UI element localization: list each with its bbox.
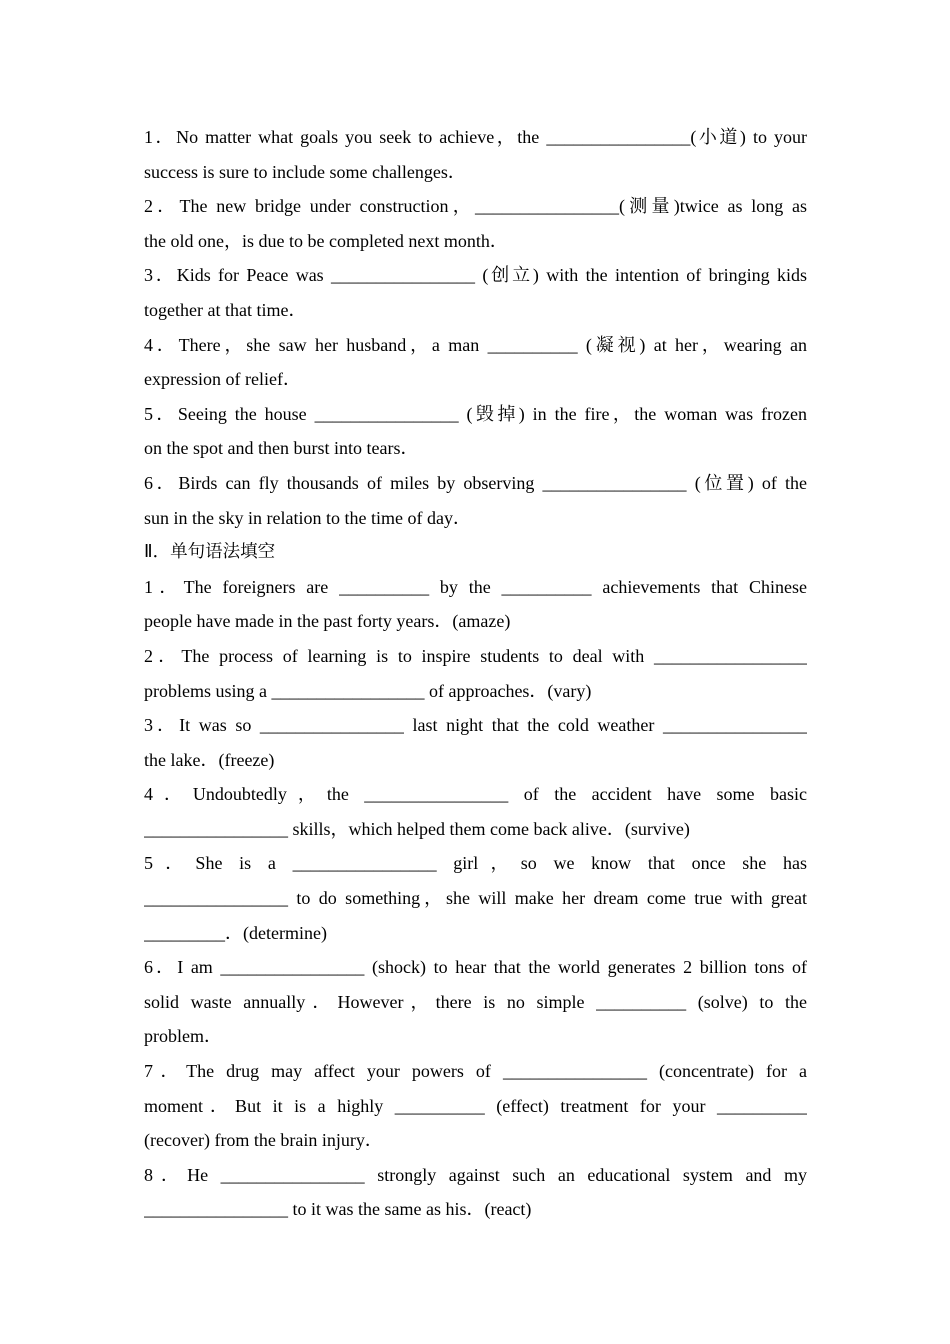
s2-q7-line2: moment．But it is a highly __________ (effect) treatment for your __________	[144, 1095, 807, 1116]
s2-q1-line2: people have made in the past forty years．(amaze)	[144, 611, 511, 632]
s2-q2-line2: problems using a _________________ of approaches．(vary)	[144, 680, 592, 701]
s1-q4-line2: expression of relief．	[144, 369, 301, 390]
s1-q6-line1: 6．Birds can fly thousands of miles by observing ________________ (位置) of the	[144, 472, 807, 493]
s1-q1-line2: success is sure to include some challenges．	[144, 161, 466, 182]
s1-q6-line2: sun in the sky in relation to the time of day．	[144, 507, 471, 528]
s2-q5-line3: _________．(determine)	[144, 922, 327, 943]
s2-q4-line2: ________________ skills，which helped them come back alive．(survive)	[144, 818, 690, 839]
s2-q6-line3: problem．	[144, 1026, 222, 1047]
s2-q7-line3: (recover) from the brain injury．	[144, 1130, 383, 1151]
s2-q2-line1: 2．The process of learning is to inspire students to deal with _________________	[144, 645, 807, 666]
s1-q1-line1: 1．No matter what goals you seek to achieve，the ________________(小道) to your	[144, 127, 807, 147]
s1-q3-line1: 3．Kids for Peace was ________________ (创立) with the intention of bringing kids	[144, 265, 807, 286]
s1-q3-line2: together at that time．	[144, 299, 307, 320]
s2-q3-line2: the lake．(freeze)	[144, 749, 275, 770]
exercise-content	[144, 120, 807, 1227]
s2-q8-line2: ________________ to it was the same as his．(react)	[144, 1199, 532, 1220]
section-heading: Ⅱ．单句语法填空	[144, 542, 276, 563]
s2-q5-line1: 5．She is a ________________ girl，so we know that once she has	[144, 853, 807, 874]
s2-q4-line1: 4．Undoubtedly，the ________________ of the accident have some basic	[144, 784, 807, 805]
s1-q5-line2: on the spot and then burst into tears．	[144, 438, 419, 459]
s1-q5-line1: 5．Seeing the house ________________ (毁掉) in the fire，the woman was frozen	[144, 403, 807, 424]
s1-q2-line2: the old one，is due to be completed next month．	[144, 230, 508, 251]
s2-q6-line2: solid waste annually．However，there is no simple __________ (solve) to the	[144, 991, 807, 1012]
s2-q3-line1: 3．It was so ________________ last night that the cold weather ________________	[144, 715, 807, 736]
s2-q1-line1: 1．The foreigners are __________ by the __________ achievements that Chinese	[144, 576, 807, 597]
s2-q6-line1: 6．I am ________________ (shock) to hear that the world generates 2 billion tons of	[144, 957, 807, 978]
s2-q7-line1: 7．The drug may affect your powers of ________________ (concentrate) for a	[144, 1061, 807, 1082]
s1-q2-line1: 2．The new bridge under construction，________________(测量)twice as long as	[144, 196, 807, 217]
s2-q8-line1: 8．He ________________ strongly against such an educational system and my	[144, 1164, 807, 1185]
s1-q4-line1: 4．There，she saw her husband，a man __________ (凝视) at her，wearing an	[144, 334, 807, 355]
s2-q5-line2: ________________ to do something，she will make her dream come true with great	[144, 888, 807, 909]
